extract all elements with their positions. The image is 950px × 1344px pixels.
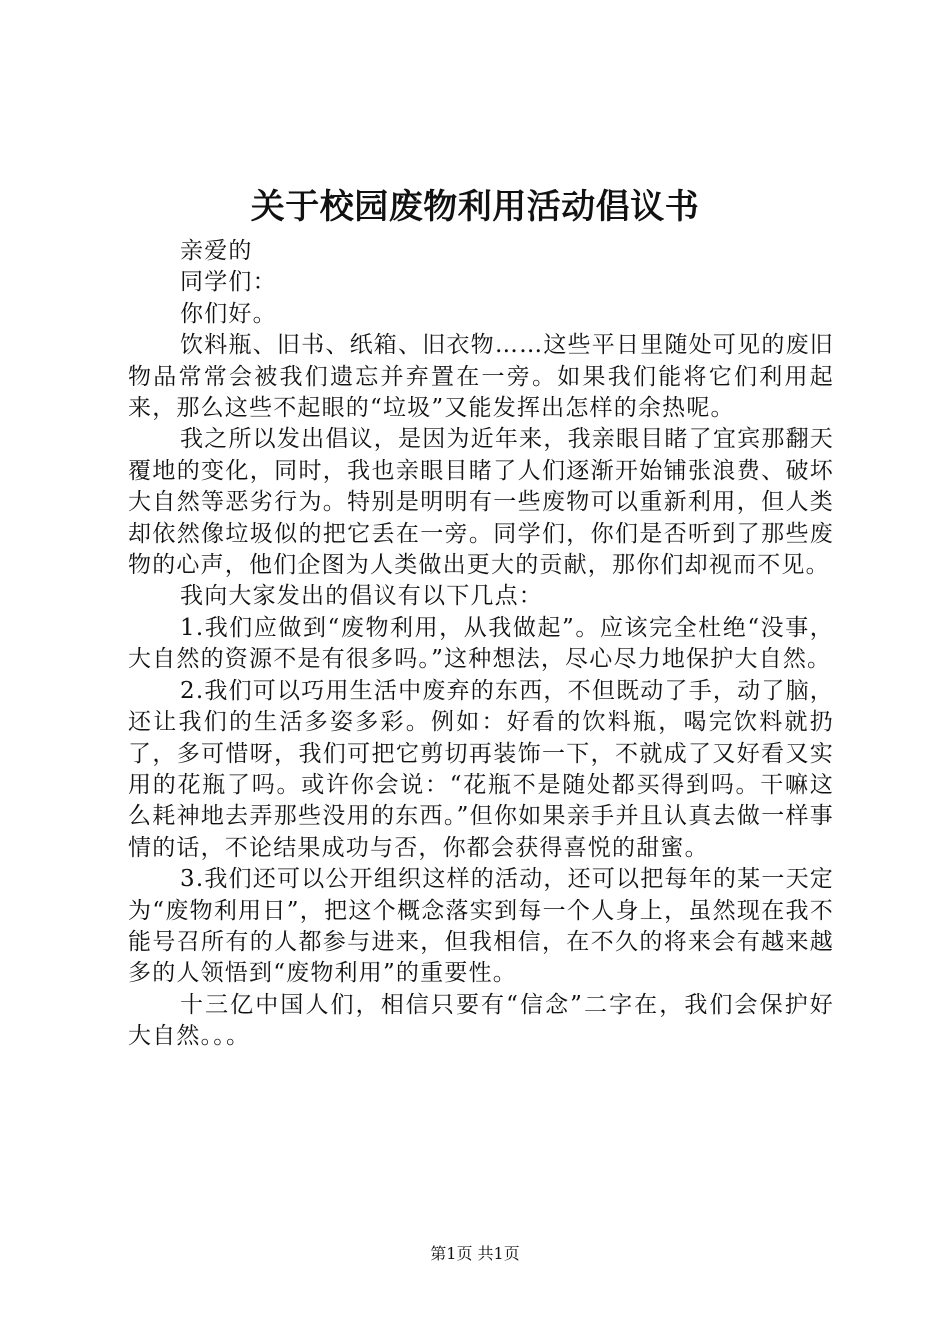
document-body xyxy=(128,236,834,1053)
body-paragraph-reason: 我之所以发出倡议，是因为近年来，我亲眼目睹了宜宾那翻天覆地的变化，同时，我也亲眼目睹了人们逐渐开始铺张浪费、破坏大自然等恶劣行为。特别是明明有一些废物可以重新利用，但人类却依然像垃圾似的把它丢在一旁。同学们，你们是否听到了那些废物的心声，他们企图为人类做出更大的贡献，那你们却视而不见。 xyxy=(128,426,834,579)
proposal-item-1: 1.我们应做到“废物利用，从我做起”。应该完全杜绝“没事，大自然的资源不是有很多吗。”这种想法，尽心尽力地保护大自然。 xyxy=(128,614,834,673)
greeting: 你们好。 xyxy=(180,300,277,327)
salutation-line-2: 同学们： xyxy=(180,269,277,296)
body-paragraph-intro: 饮料瓶、旧书、纸箱、旧衣物……这些平日里随处可见的废旧物品常常会被我们遗忘并弃置在一旁。如果我们能将它们利用起来，那么这些不起眼的“垃圾”又能发挥出怎样的余热呢。 xyxy=(128,332,834,422)
salutation-line-1: 亲爱的 xyxy=(180,238,253,264)
document-title: 关于校园废物利用活动倡议书 xyxy=(250,187,700,227)
page-number-footer: 第1页 共1页 xyxy=(430,1244,520,1263)
proposal-heading: 我向大家发出的倡议有以下几点： xyxy=(180,583,543,610)
proposal-item-2: 2.我们可以巧用生活中废弃的东西，不但既动了手，动了脑，还让我们的生活多姿多彩。例如：好看的饮料瓶，喝完饮料就扔了，多可惜呀，我们可把它剪切再装饰一下，不就成了又好看又实用的花瓶了吗。或许你会说：“花瓶不是随处都买得到吗。干嘛这么耗神地去弄那些没用的东西。”但你如果亲手并且认真去做一样事情的话，不论结果成功与否，你都会获得喜悦的甜蜜。 xyxy=(128,677,834,861)
proposal-item-3: 3.我们还可以公开组织这样的活动，还可以把每年的某一天定为“废物利用日”，把这个概念落实到每一个人身上，虽然现在我不能号召所有的人都参与进来，但我相信，在不久的将来会有越来越多的人领悟到“废物利用”的重要性。 xyxy=(128,866,834,987)
closing-paragraph: 十三亿中国人们，相信只要有“信念”二字在，我们会保护好大自然。。。 xyxy=(128,991,834,1050)
